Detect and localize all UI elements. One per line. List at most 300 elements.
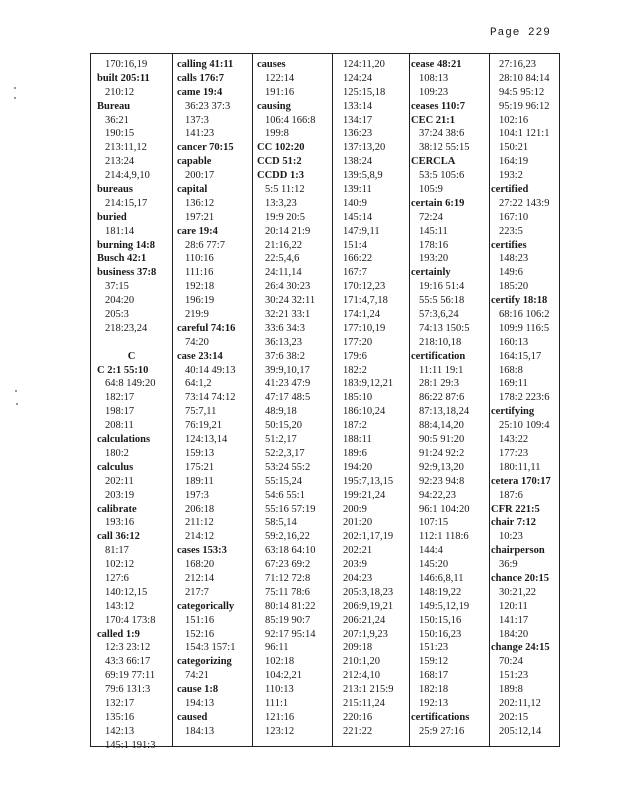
page-reference: 143:22 <box>499 434 529 446</box>
index-term: certifications <box>411 711 470 723</box>
page-reference: 207:1,9,23 <box>343 628 388 640</box>
page-reference: 140:9 <box>343 197 367 209</box>
page-reference: 40:14 49:13 <box>185 364 236 376</box>
page-reference: 136:23 <box>343 128 373 140</box>
page-reference: 205:3 <box>105 309 129 321</box>
index-term: certain 6:19 <box>411 197 465 209</box>
page-reference: 36:13,23 <box>265 336 303 348</box>
page-reference: 152:16 <box>185 628 215 640</box>
page-reference: 127:6 <box>105 572 129 584</box>
page-reference: 196:19 <box>185 295 215 307</box>
index-column-2 <box>175 58 248 739</box>
page-reference: 96:11 <box>265 642 289 654</box>
page-reference: 145:1 191:3 <box>105 739 156 751</box>
page-reference: 91:24 92:2 <box>419 447 465 459</box>
page-reference: 168:20 <box>185 559 215 571</box>
page-reference: 145:11 <box>419 225 448 237</box>
page-reference: 67:23 69:2 <box>265 559 311 571</box>
page-reference: 177:20 <box>343 336 373 348</box>
page-reference: 39:9,10,17 <box>265 364 310 376</box>
page-reference: 120:11 <box>499 600 528 612</box>
page-reference: 19:9 20:5 <box>265 211 305 223</box>
index-term: certified <box>491 184 529 196</box>
page-reference: 110:13 <box>265 684 294 696</box>
page-reference: 193:20 <box>419 253 449 265</box>
page-reference: 180:11,11 <box>499 461 541 473</box>
page-reference: 142:13 <box>105 725 135 737</box>
page-reference: 202:1,17,19 <box>343 531 394 543</box>
page-reference: 12:3 23:12 <box>105 642 151 654</box>
page-reference: 205:3,18,23 <box>343 586 394 598</box>
index-term: capital <box>177 184 208 196</box>
page-reference: 208:11 <box>105 420 134 432</box>
page-reference: 124:11,20 <box>343 59 385 70</box>
page-reference: 72:24 <box>419 211 443 223</box>
page-reference: 92:23 94:8 <box>419 475 465 487</box>
page-reference: 168:8 <box>499 364 523 376</box>
page-reference: 90:5 91:20 <box>419 434 465 446</box>
page-reference: 109:9 116:5 <box>499 322 550 334</box>
page-reference: 109:23 <box>419 86 449 98</box>
index-term: cases 153:3 <box>177 545 227 557</box>
page-reference: 54:6 55:1 <box>265 489 305 501</box>
scan-speck <box>16 403 18 405</box>
page-reference: 59:2,16,22 <box>265 531 310 543</box>
scan-speck <box>14 97 16 99</box>
page-reference: 30:24 32:11 <box>265 295 316 307</box>
page-reference: 151:23 <box>499 670 529 682</box>
index-term: careful 74:16 <box>177 322 236 334</box>
page-reference: 96:1 104:20 <box>419 503 470 515</box>
page-reference: 52:2,3,17 <box>265 447 305 459</box>
page-reference: 214:4,9,10 <box>105 170 150 182</box>
index-term: call 36:12 <box>97 531 140 543</box>
page-reference: 211:12 <box>185 517 214 529</box>
index-term: chance 20:15 <box>491 572 550 584</box>
page-reference: 175:21 <box>185 461 215 473</box>
page-reference: 135:16 <box>105 711 135 723</box>
page-reference: 136:12 <box>185 197 215 209</box>
page-reference: 41:23 47:9 <box>265 378 311 390</box>
page-reference: 197:3 <box>185 489 209 501</box>
page-reference: 210:12 <box>105 86 135 98</box>
page-reference: 212:4,10 <box>343 670 381 682</box>
page-reference: 174:1,24 <box>343 309 381 321</box>
page-reference: 25:10 109:4 <box>499 420 550 432</box>
page-reference: 28:1 29:3 <box>419 378 459 390</box>
page-reference: 197:21 <box>185 211 215 223</box>
page-reference: 149:6 <box>499 267 523 279</box>
index-term: ceases 110:7 <box>411 100 465 112</box>
page-reference: 27:22 143:9 <box>499 197 550 209</box>
index-term: called 1:9 <box>97 628 140 640</box>
index-term: certify 18:18 <box>491 295 548 307</box>
page-reference: 94:5 95:12 <box>499 86 545 98</box>
page-reference: 79:6 131:3 <box>105 684 151 696</box>
index-column-6 <box>489 58 559 739</box>
page-reference: 10:23 <box>499 531 523 543</box>
page-reference: 150:16,23 <box>419 628 462 640</box>
index-term: certification <box>411 350 466 362</box>
page-reference: 80:14 81:22 <box>265 600 316 612</box>
index-term: calculus <box>97 461 134 473</box>
page-reference: 70:24 <box>499 656 523 668</box>
index-term: case 23:14 <box>177 350 223 362</box>
page-reference: 132:17 <box>105 697 135 709</box>
page-reference: 124:13,14 <box>185 434 228 446</box>
page-reference: 203:9 <box>343 559 367 571</box>
page-reference: 193:2 <box>499 170 523 182</box>
page-reference: 183:9,12,21 <box>343 378 394 390</box>
page-reference: 122:14 <box>265 72 295 84</box>
page-reference: 63:18 64:10 <box>265 545 316 557</box>
page-reference: 194:13 <box>185 697 215 709</box>
page-reference: 187:6 <box>499 489 523 501</box>
page-reference: 30:21,22 <box>499 586 537 598</box>
page-reference: 95:19 96:12 <box>499 100 550 112</box>
page-reference: 57:3,6,24 <box>419 309 459 321</box>
page-reference: 51:2,17 <box>265 434 297 446</box>
page-reference: 68:16 106:2 <box>499 309 550 321</box>
page-reference: 149:5,12,19 <box>419 600 470 612</box>
page-reference: 134:17 <box>343 114 373 126</box>
page-reference: 144:4 <box>419 545 443 557</box>
page-reference: 36:21 <box>105 114 129 126</box>
page-reference: 202:15 <box>499 711 529 723</box>
page-reference: 145:20 <box>419 559 449 571</box>
page-reference: 55:15,24 <box>265 475 303 487</box>
index-column-4 <box>333 58 405 739</box>
page-reference: 74:20 <box>185 336 209 348</box>
page-reference: 145:14 <box>343 211 373 223</box>
page-reference: 215:11,24 <box>343 697 385 709</box>
page-reference: 185:10 <box>343 392 373 404</box>
index-term: calibrate <box>97 503 137 515</box>
page-reference: 189:11 <box>185 475 214 487</box>
page-reference: 133:14 <box>343 100 373 112</box>
section-letter: C <box>127 350 136 362</box>
index-term: buried <box>97 211 127 223</box>
page-reference: 182:2 <box>343 364 367 376</box>
page-reference: 73:14 74:12 <box>185 392 236 404</box>
page-reference: 199:21,24 <box>343 489 386 501</box>
page-reference: 32:21 33:1 <box>265 309 311 321</box>
page-reference: 81:17 <box>105 545 129 557</box>
page-reference: 199:8 <box>265 128 289 140</box>
page-reference: 111:16 <box>185 267 214 279</box>
index-term: capable <box>177 156 212 168</box>
page-reference: 111:1 <box>265 697 289 709</box>
page-reference: 203:19 <box>105 489 135 501</box>
index-term: CCDD 1:3 <box>257 170 304 182</box>
page-reference: 189:6 <box>343 447 367 459</box>
page-reference: 125:15,18 <box>343 86 386 98</box>
page-reference: 206:21,24 <box>343 614 386 626</box>
index-column-3 <box>255 58 328 739</box>
page-reference: 182:17 <box>105 392 135 404</box>
page-reference: 74:13 150:5 <box>419 322 470 334</box>
page-reference: 102:16 <box>499 114 529 126</box>
page-reference: 220:16 <box>343 711 373 723</box>
page-reference: 11:11 19:1 <box>419 364 464 376</box>
page-reference: 123:12 <box>265 725 295 737</box>
page-reference: 148:19,22 <box>419 586 462 598</box>
page-reference: 151:16 <box>185 614 215 626</box>
page-reference: 209:18 <box>343 642 373 654</box>
page-reference: 150:15,16 <box>419 614 462 626</box>
index-term: came 19:4 <box>177 86 223 98</box>
page-reference: 218:23,24 <box>105 322 148 334</box>
index-term: calling 41:11 <box>177 59 234 70</box>
page-reference: 37:15 <box>105 281 129 293</box>
index-term: causes <box>257 59 286 70</box>
page-reference: 184:13 <box>185 725 215 737</box>
page-reference: 21:16,22 <box>265 239 303 251</box>
index-term: cetera 170:17 <box>491 475 551 487</box>
index-term: cease 48:21 <box>411 59 462 70</box>
page-reference: 147:9,11 <box>343 225 380 237</box>
scan-speck <box>14 87 16 89</box>
page-reference: 205:12,14 <box>499 725 542 737</box>
page-reference: 202:21 <box>343 545 373 557</box>
page-reference: 159:13 <box>185 447 215 459</box>
page-reference: 201:20 <box>343 517 373 529</box>
page-reference: 190:15 <box>105 128 135 140</box>
page-reference: 24:11,14 <box>265 267 302 279</box>
index-term: causing <box>257 100 291 112</box>
page-reference: 146:6,8,11 <box>419 572 464 584</box>
page-reference: 92:17 95:14 <box>265 628 316 640</box>
page-number: Page 229 <box>490 27 551 39</box>
page-reference: 55:5 56:18 <box>419 295 465 307</box>
page-reference: 200:17 <box>185 170 215 182</box>
page-reference: 151:23 <box>419 642 449 654</box>
page-reference: 143:12 <box>105 600 135 612</box>
page-reference: 106:4 166:8 <box>265 114 316 126</box>
page-reference: 94:22,23 <box>419 489 457 501</box>
page-reference: 180:2 <box>105 447 129 459</box>
index-term: Bureau <box>97 100 131 112</box>
page-reference: 177:10,19 <box>343 322 386 334</box>
page-reference: 28:6 77:7 <box>185 239 225 251</box>
page-reference: 38:12 55:15 <box>419 142 470 154</box>
page-reference: 74:21 <box>185 670 209 682</box>
page-reference: 198:17 <box>105 406 135 418</box>
page-reference: 213:24 <box>105 156 135 168</box>
page-reference: 214:15,17 <box>105 197 148 209</box>
page-reference: 50:15,20 <box>265 420 303 432</box>
page-reference: 204:23 <box>343 572 373 584</box>
page-reference: 166:22 <box>343 253 373 265</box>
page-reference: 88:4,14,20 <box>419 420 464 432</box>
page-reference: 85:19 90:7 <box>265 614 311 626</box>
index-term: built 205:11 <box>97 72 150 84</box>
page-reference: 168:17 <box>419 670 449 682</box>
page-reference: 167:7 <box>343 267 367 279</box>
page-reference: 53:24 55:2 <box>265 461 311 473</box>
page-reference: 188:11 <box>343 434 372 446</box>
page-reference: 22:5,4,6 <box>265 253 300 265</box>
page-reference: 92:9,13,20 <box>419 461 464 473</box>
index-term: chairperson <box>491 545 545 557</box>
page-reference: 182:18 <box>419 684 449 696</box>
page-reference: 139:11 <box>343 184 372 196</box>
page-reference: 154:3 157:1 <box>185 642 236 654</box>
index-term: cause 1:8 <box>177 684 219 696</box>
page-reference: 86:22 87:6 <box>419 392 465 404</box>
page-reference: 20:14 21:9 <box>265 225 311 237</box>
page-reference: 178:2 223:6 <box>499 392 550 404</box>
page-reference: 191:16 <box>265 86 295 98</box>
page-reference: 187:2 <box>343 420 367 432</box>
page-reference: 186:10,24 <box>343 406 386 418</box>
page-reference: 141:17 <box>499 614 529 626</box>
page-reference: 71:12 72:8 <box>265 572 311 584</box>
index-term: bureaus <box>97 184 133 196</box>
page-reference: 192:13 <box>419 697 449 709</box>
index-term: CC 102:20 <box>257 142 305 154</box>
page-reference: 177:23 <box>499 447 529 459</box>
page-reference: 64:1,2 <box>185 378 212 390</box>
page-reference: 218:10,18 <box>419 336 462 348</box>
page-reference: 194:20 <box>343 461 373 473</box>
index-term: C 2:1 55:10 <box>97 364 149 376</box>
index-frame <box>90 53 560 751</box>
page-reference: 25:9 27:16 <box>419 725 465 737</box>
index-term: certainly <box>411 267 451 279</box>
page-reference: 206:9,19,21 <box>343 600 394 612</box>
index-term: cancer 70:15 <box>177 142 234 154</box>
page-reference: 102:18 <box>265 656 295 668</box>
page-reference: 167:10 <box>499 211 529 223</box>
page-reference: 210:1,20 <box>343 656 381 668</box>
page-reference: 170:12,23 <box>343 281 386 293</box>
page-reference: 87:13,18,24 <box>419 406 470 418</box>
page-reference: 36:23 37:3 <box>185 100 231 112</box>
index-term: certifying <box>491 406 535 418</box>
page-reference: 223:5 <box>499 225 523 237</box>
page-reference: 189:8 <box>499 684 523 696</box>
page-reference: 140:12,15 <box>105 586 148 598</box>
index-term: CCD 51:2 <box>257 156 302 168</box>
page-reference: 69:19 77:11 <box>105 670 156 682</box>
page-reference: 221:22 <box>343 725 373 737</box>
page-reference: 202:11,12 <box>499 697 541 709</box>
page-reference: 75:7,11 <box>185 406 217 418</box>
page-reference: 179:6 <box>343 350 367 362</box>
index-term: CFR 221:5 <box>491 503 540 515</box>
index-term: categorizing <box>177 656 232 668</box>
page-reference: 171:4,7,18 <box>343 295 388 307</box>
page-reference: 195:7,13,15 <box>343 475 394 487</box>
page-reference: 37:6 38:2 <box>265 350 305 362</box>
page-reference: 217:7 <box>185 586 209 598</box>
page-reference: 28:10 84:14 <box>499 72 550 84</box>
scan-speck <box>15 390 17 392</box>
page-reference: 137:3 <box>185 114 209 126</box>
page-reference: 19:16 51:4 <box>419 281 465 293</box>
page-reference: 151:4 <box>343 239 367 251</box>
page-reference: 170:16,19 <box>105 59 148 70</box>
index-term: categorically <box>177 600 235 612</box>
page-reference: 47:17 48:5 <box>265 392 311 404</box>
spacer <box>95 336 168 350</box>
page-reference: 76:19,21 <box>185 420 223 432</box>
page-reference: 160:13 <box>499 336 529 348</box>
page-reference: 213:11,12 <box>105 142 147 154</box>
page-reference: 214:12 <box>185 531 215 543</box>
page-reference: 124:24 <box>343 72 373 84</box>
index-term: business 37:8 <box>97 267 157 279</box>
page-reference: 104:1 121:1 <box>499 128 550 140</box>
page-reference: 193:16 <box>105 517 135 529</box>
page-reference: 185:20 <box>499 281 529 293</box>
index-term: change 24:15 <box>491 642 550 654</box>
page-reference: 48:9,18 <box>265 406 297 418</box>
page-reference: 5:5 11:12 <box>265 184 305 196</box>
page-reference: 33:6 34:3 <box>265 322 305 334</box>
page-reference: 64:8 149:20 <box>105 378 156 390</box>
page-reference: 43:3 66:17 <box>105 656 151 668</box>
page-reference: 110:16 <box>185 253 214 265</box>
page-reference: 178:16 <box>419 239 449 251</box>
page-reference: 181:14 <box>105 225 135 237</box>
page-reference: 75:11 78:6 <box>265 586 310 598</box>
page-reference: 58:5,14 <box>265 517 297 529</box>
page-reference: 170:4 173:8 <box>105 614 156 626</box>
page-reference: 206:18 <box>185 503 215 515</box>
page-reference: 138:24 <box>343 156 373 168</box>
page-reference: 212:14 <box>185 572 215 584</box>
page-reference: 200:9 <box>343 503 367 515</box>
page-reference: 204:20 <box>105 295 135 307</box>
page-reference: 26:4 30:23 <box>265 281 311 293</box>
page-reference: 202:11 <box>105 475 134 487</box>
page-reference: 112:1 118:6 <box>419 531 469 543</box>
page-reference: 169:11 <box>499 378 528 390</box>
index-term: care 19:4 <box>177 225 218 237</box>
page-reference: 27:16,23 <box>499 59 537 70</box>
index-column-1 <box>95 58 168 753</box>
page-reference: 108:13 <box>419 72 449 84</box>
page-reference: 219:9 <box>185 309 209 321</box>
page-reference: 121:16 <box>265 711 295 723</box>
page-reference: 164:19 <box>499 156 529 168</box>
page-reference: 102:12 <box>105 559 135 571</box>
page-reference: 104:2,21 <box>265 670 303 682</box>
page-reference: 105:9 <box>419 184 443 196</box>
page-reference: 159:12 <box>419 656 449 668</box>
page-reference: 141:23 <box>185 128 215 140</box>
index-term: burning 14:8 <box>97 239 156 251</box>
page-reference: 37:24 38:6 <box>419 128 465 140</box>
page-reference: 53:5 105:6 <box>419 170 465 182</box>
page-reference: 192:18 <box>185 281 215 293</box>
page-reference: 107:15 <box>419 517 449 529</box>
index-term: CEC 21:1 <box>411 114 456 126</box>
index-term: calls 176:7 <box>177 72 224 84</box>
page-reference: 148:23 <box>499 253 529 265</box>
page-reference: 184:20 <box>499 628 529 640</box>
index-term: certifies <box>491 239 527 251</box>
page-reference: 213:1 215:9 <box>343 684 394 696</box>
page-reference: 137:13,20 <box>343 142 386 154</box>
index-term: calculations <box>97 434 151 446</box>
index-term: caused <box>177 711 208 723</box>
page-reference: 13:3,23 <box>265 197 297 209</box>
page-reference: 150:21 <box>499 142 529 154</box>
page-reference: 139:5,8,9 <box>343 170 383 182</box>
